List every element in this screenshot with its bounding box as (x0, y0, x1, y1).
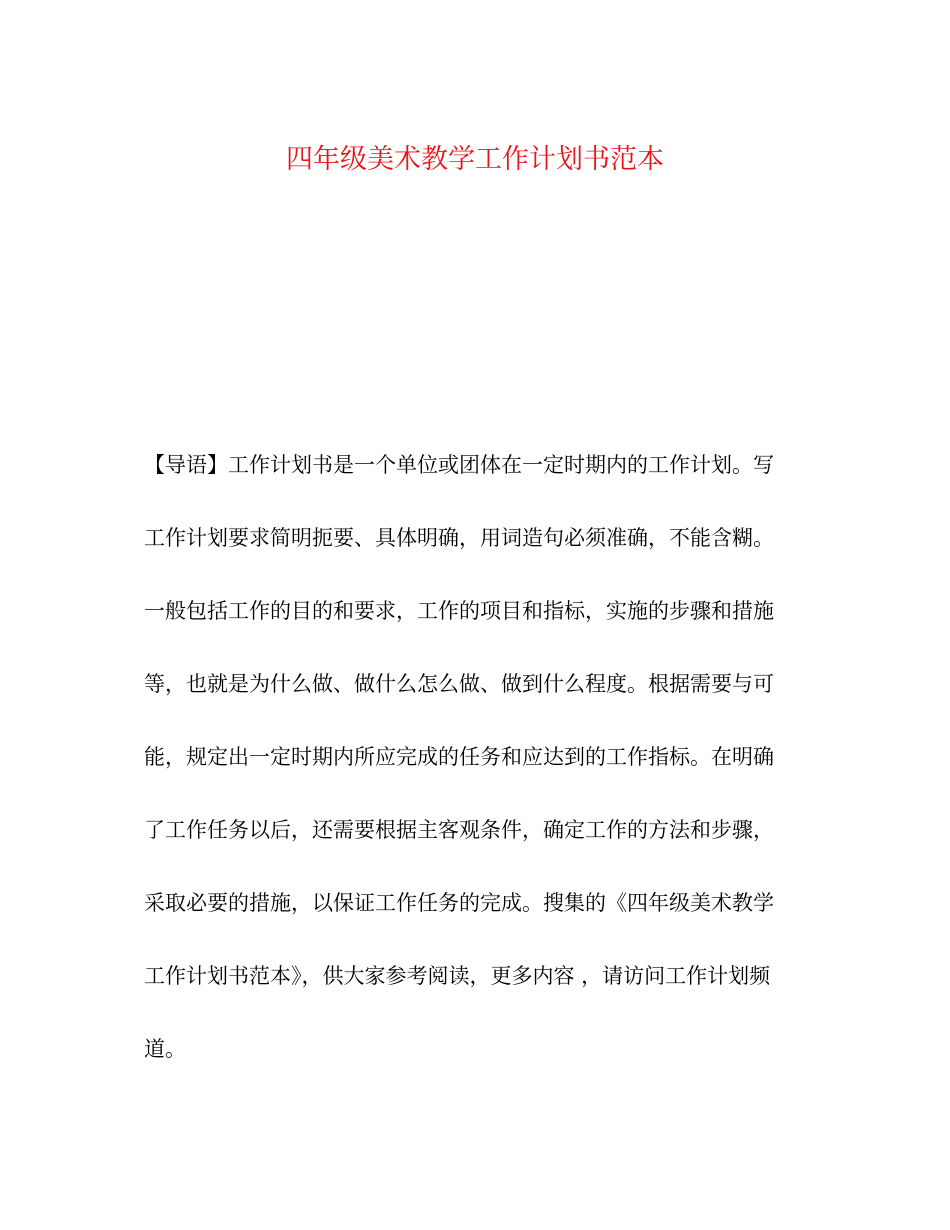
body-line-8: 工作计划书范本》，供大家参考阅读，更多内容 ，请访问工作计划频 (144, 964, 771, 988)
body-line-3: 一般包括工作的目的和要求，工作的项目和指标，实施的步骤和措施 (144, 599, 774, 623)
body-line-1: 【导语】工作计划书是一个单位或团体在一定时期内的工作计划。写 (144, 453, 774, 477)
document-title: 四年级美术教学工作计划书范本 (286, 144, 664, 175)
body-line-9: 道。 (144, 1037, 186, 1061)
document-body (144, 444, 806, 1101)
body-line-4: 等，也就是为什么做、做什么怎么做、做到什么程度。根据需要与可 (144, 672, 774, 696)
body-line-5: 能，规定出一定时期内所应完成的任务和应达到的工作指标。在明确 (144, 745, 774, 769)
body-line-7: 采取必要的措施，以保证工作任务的完成。搜集的《四年级美术教学 (144, 891, 774, 915)
body-line-2: 工作计划要求简明扼要、具体明确，用词造句必须准确，不能含糊。 (144, 526, 774, 550)
body-line-6: 了工作任务以后，还需要根据主客观条件，确定工作的方法和步骤， (144, 818, 774, 842)
